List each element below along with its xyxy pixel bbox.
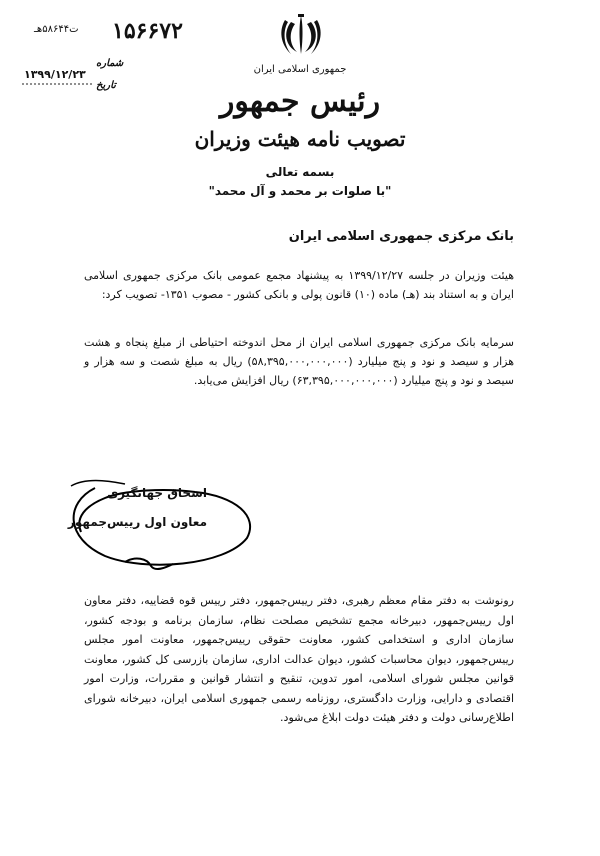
date-value: ۱۳۹۹/۱۲/۲۳ (24, 68, 86, 81)
body-paragraph-2: سرمایه بانک مرکزی جمهوری اسلامی ایران از محل اندوخته احتیاطی از مبلغ پنجاه و هشت هزار و سیصد و نود و پنج میلیارد (۵۸,۳۹۵,۰۰۰,۰۰۰,۰۰۰) ریال به مبلغ شصت و سه هزار و سیصد و نود و پنج میلیارد (۶۳,۳۹۵,۰۰۰,۰۰۰,۰۰۰) ریال افزایش می‌یابد. (84, 336, 514, 387)
signatory-title: معاون اول رییس‌جمهور (67, 515, 207, 529)
iran-emblem-icon (277, 12, 325, 60)
recipient: بانک مرکزی جمهوری اسلامی ایران (288, 229, 514, 244)
date-label: تاریخ (96, 80, 116, 91)
bismillah-text: بسمه تعالی (265, 165, 335, 179)
approval-title: تصویب نامه هیئت وزیران (194, 127, 406, 151)
serial-sub-number: ت۵۸۶۴۴هـ (34, 24, 79, 35)
republic-text: جمهوری اسلامی ایران (253, 64, 347, 75)
office-title: رئیس جمهور (219, 84, 381, 119)
signatory-name: اسحاق جهانگیری (107, 486, 207, 500)
copies-list: رونوشت به دفتر مقام معظم رهبری، دفتر رییس‌جمهور، دفتر رییس قوه قضاییه، دفتر معاون اول رییس‌جمهور، دبیرخانه مجمع تشخیص مصلحت نظام، سازمان برنامه و بودجه کشور، سازمان اداری و استخدامی کشور، معاونت حقوقی رییس‌جمهور، معاونت امور مجلس رییس‌جمهور، دیوان محاسبات کشور، دیوان عدالت اداری، سازمان بازرسی کل کشور، معاونت قوانین مجلس شورای اسلامی، امور تدوین، تنقیح و انتشار قوانین و مقررات، وزارت امور اقتصادی و دارایی، وزارت دادگستری، روزنامه رسمی جمهوری اسلامی ایران، دبیرخانه شورای اطلاع‌رسانی دولت و دفتر هیئت دولت ابلاغ می‌شود. (84, 594, 514, 724)
body-paragraph-1: هیئت وزیران در جلسه ۱۳۹۹/۱۲/۲۷ به پیشنهاد مجمع عمومی بانک مرکزی جمهوری اسلامی ایران و به استناد بند (هـ) ماده (۱۰) قانون پولی و بانکی کشور - مصوب ۱۳۵۱- تصویب کرد: (84, 269, 514, 301)
number-label: شماره (96, 58, 124, 69)
serial-number: ۱۵۶۶۷۲ (112, 18, 183, 44)
salavat-text: "با صلوات بر محمد و آل محمد" (208, 184, 392, 198)
